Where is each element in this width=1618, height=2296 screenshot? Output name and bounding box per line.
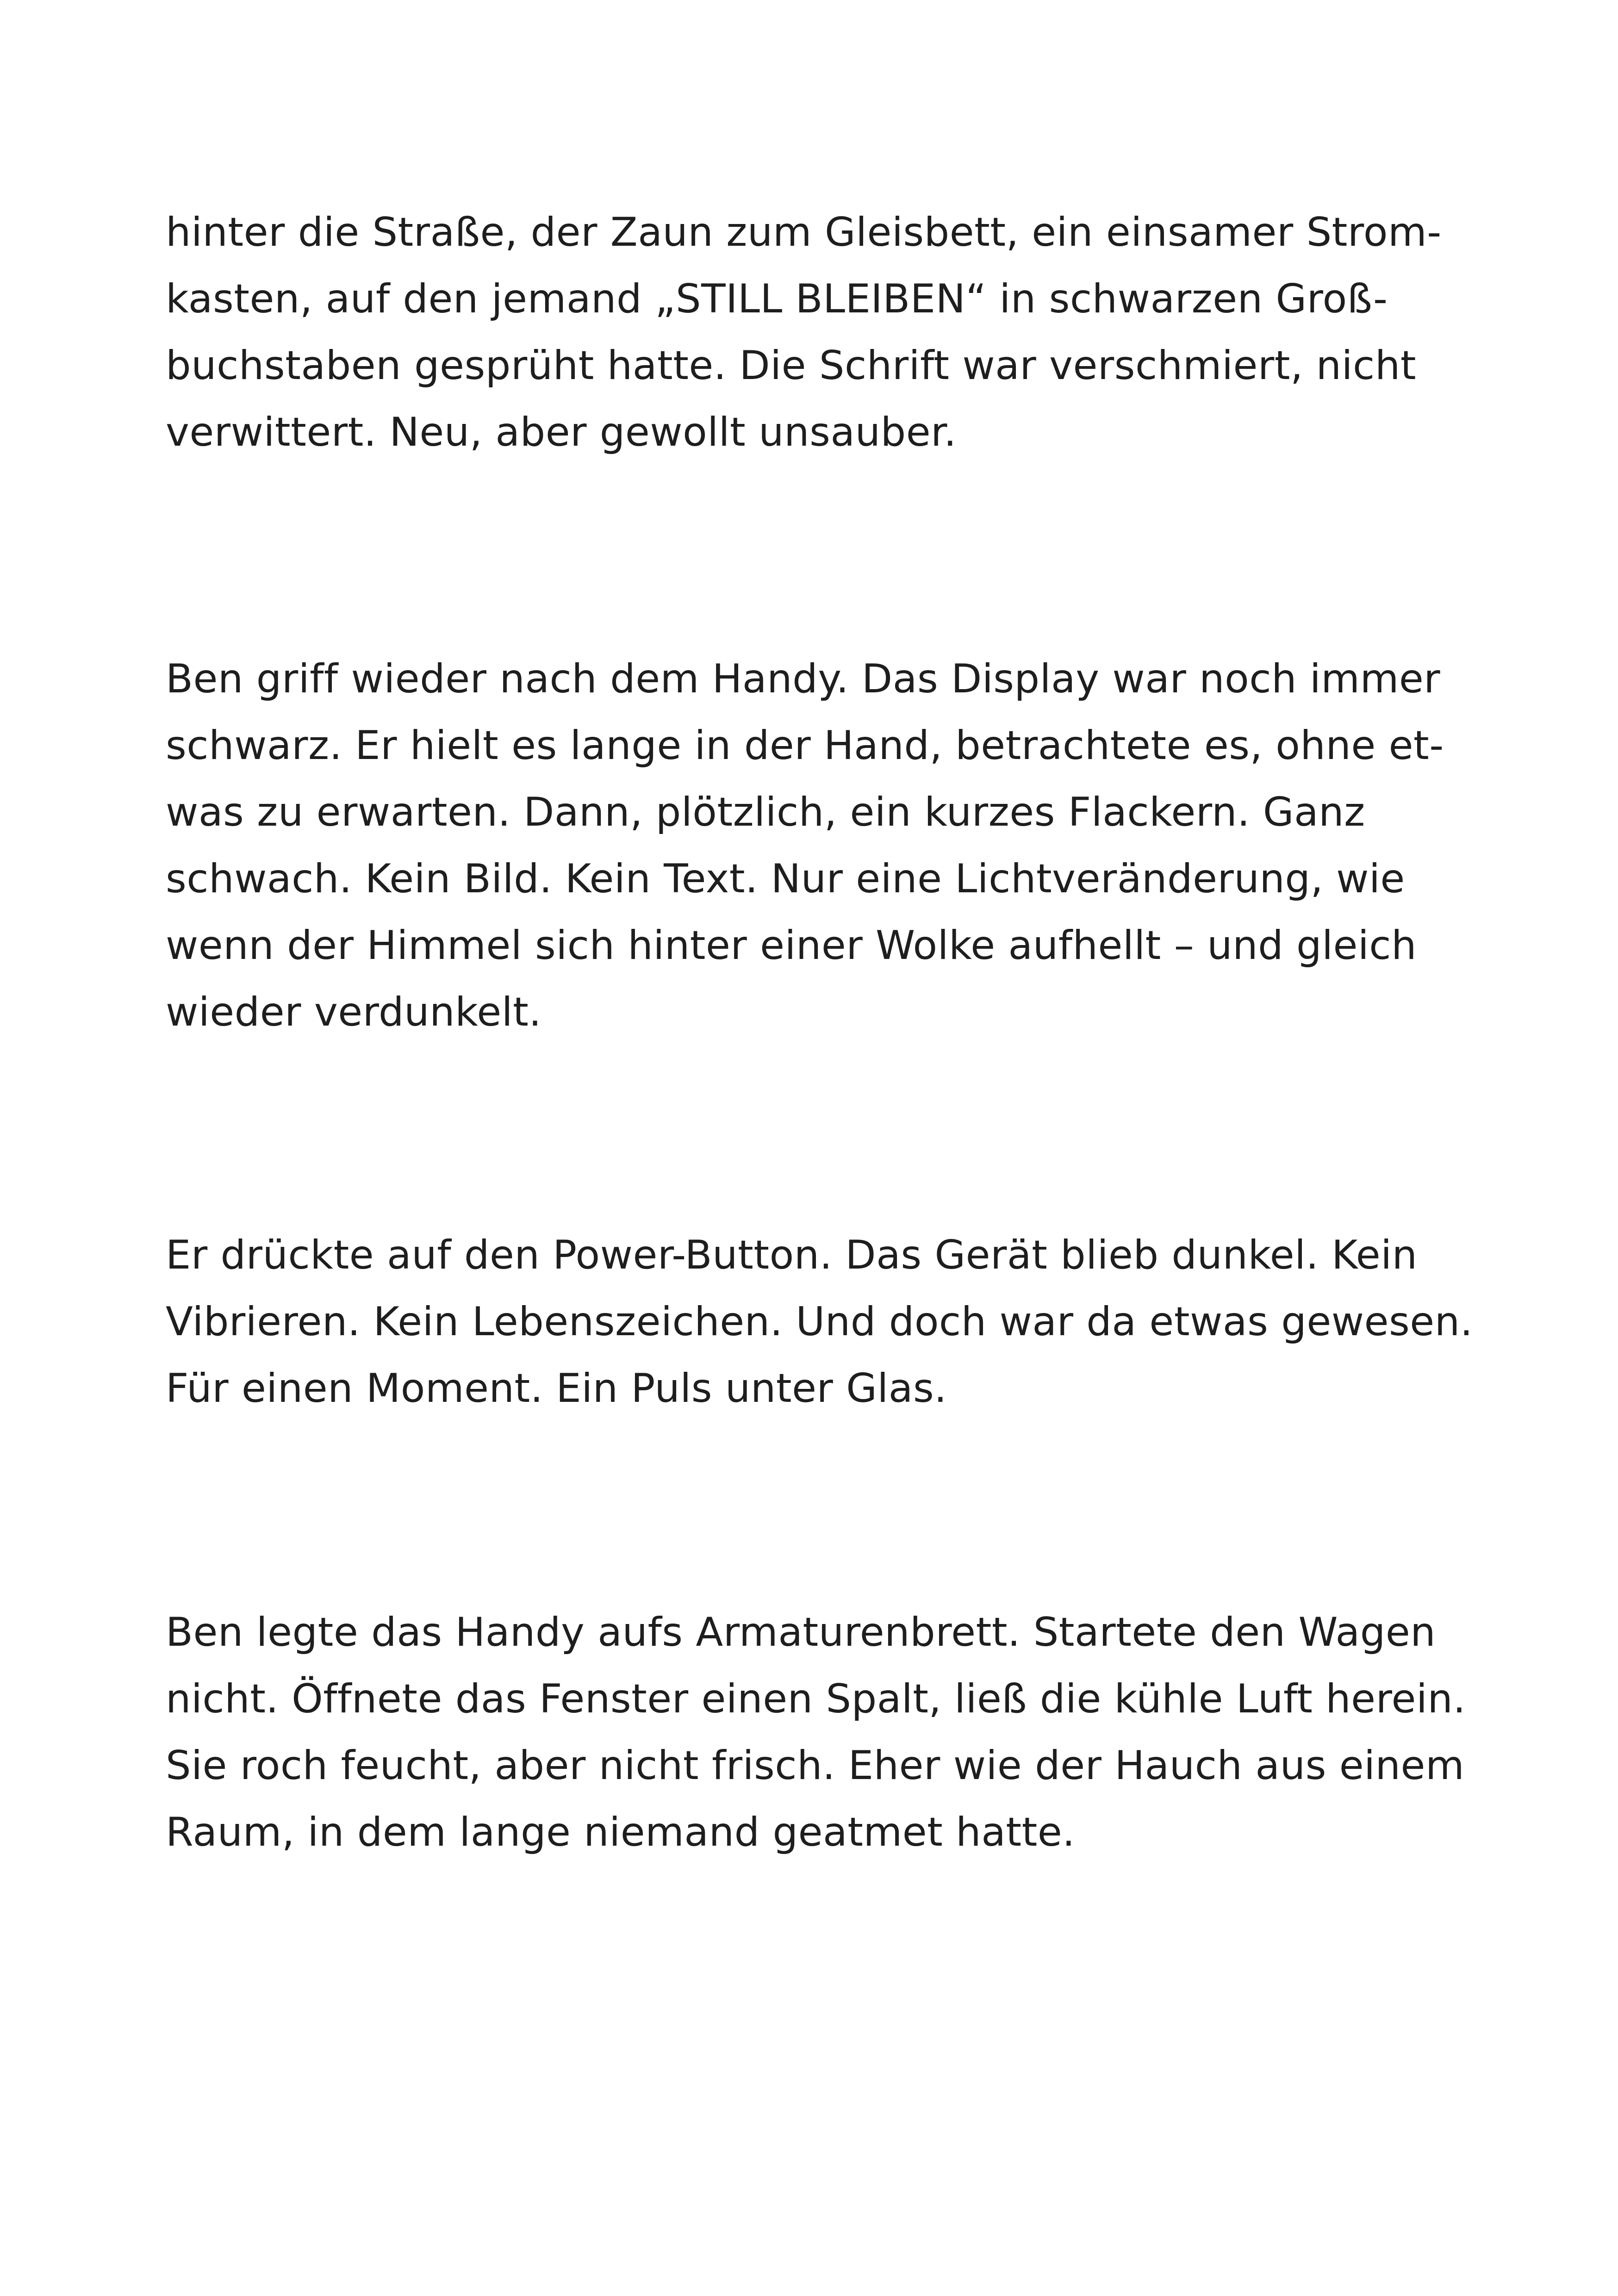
text-line: kasten, auf den jemand „STILL BLEIBEN“ in schwarzen Groß- <box>166 276 1388 322</box>
paragraph-3 <box>166 1222 1485 1422</box>
text-line: schwarz. Er hielt es lange in der Hand, betrachtete es, ohne et- <box>166 722 1444 769</box>
text-line: Er drückte auf den Power-Button. Das Gerät blieb dunkel. Kein <box>166 1232 1418 1278</box>
paragraph-1 <box>166 199 1485 466</box>
text-line: Vibrieren. Kein Lebenszeichen. Und doch war da etwas gewesen. <box>166 1299 1473 1345</box>
text-line: Sie roch feucht, aber nicht frisch. Eher wie der Hauch aus einem <box>166 1742 1465 1789</box>
text-line: Raum, in dem lange niemand geatmet hatte. <box>166 1809 1076 1855</box>
text-line: nicht. Öffnete das Fenster einen Spalt, ließ die kühle Luft herein. <box>166 1676 1466 1722</box>
text-line: wenn der Himmel sich hinter einer Wolke aufhellt – und gleich <box>166 922 1417 969</box>
text-line: Ben griff wieder nach dem Handy. Das Display war noch immer <box>166 656 1441 702</box>
text-line: was zu erwarten. Dann, plötzlich, ein kurzes Flackern. Ganz <box>166 789 1365 835</box>
text-line: Ben legte das Handy aufs Armaturenbrett. Startete den Wagen <box>166 1609 1436 1655</box>
text-line: hinter die Straße, der Zaun zum Gleisbett, ein einsamer Strom- <box>166 209 1442 255</box>
paragraph-2 <box>166 646 1485 1045</box>
text-line: Für einen Moment. Ein Puls unter Glas. <box>166 1365 947 1412</box>
text-line: schwach. Kein Bild. Kein Text. Nur eine Lichtveränderung, wie <box>166 856 1405 902</box>
paragraph-4 <box>166 1599 1485 1866</box>
text-line: buchstaben gesprüht hatte. Die Schrift war verschmiert, nicht <box>166 342 1417 389</box>
text-line: verwittert. Neu, aber gewollt unsauber. <box>166 409 957 455</box>
text-line: wieder verdunkelt. <box>166 989 542 1035</box>
